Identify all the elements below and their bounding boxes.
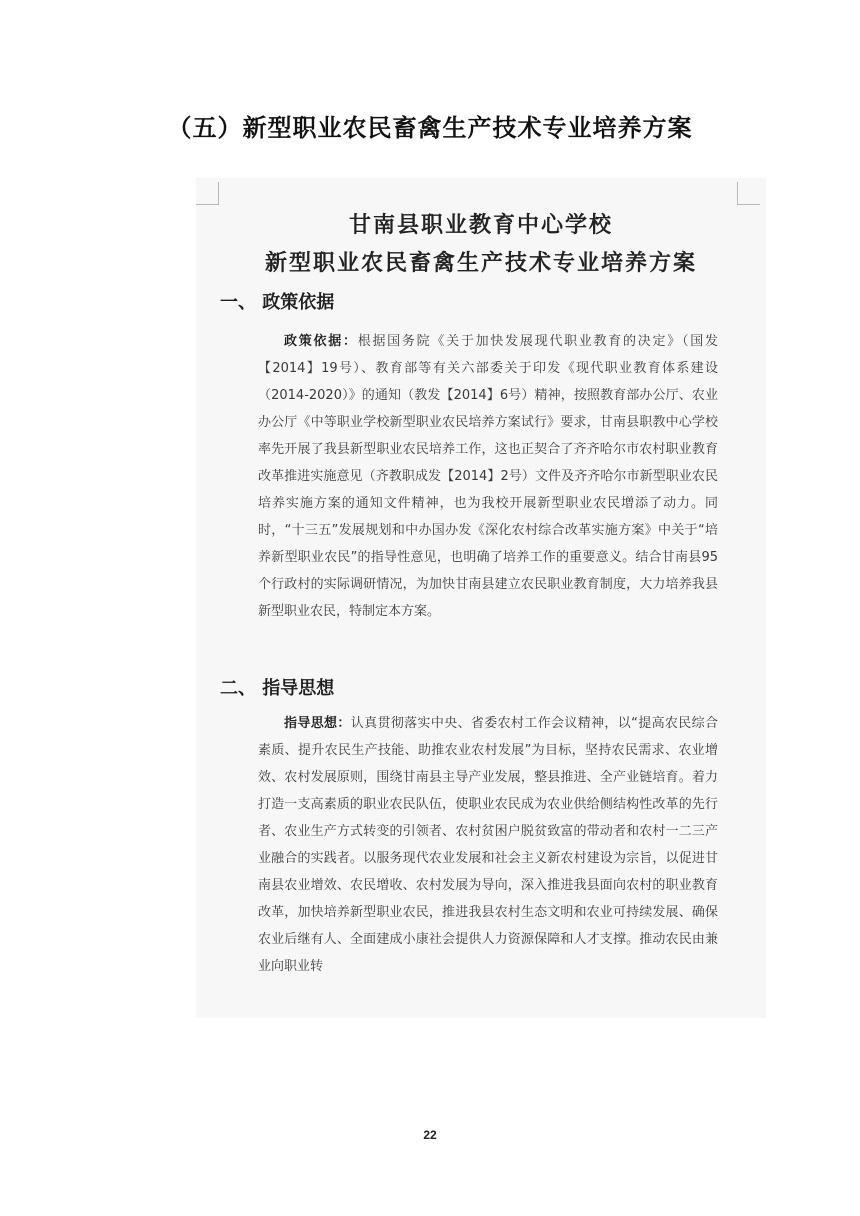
section-text-guidance: 认真贯彻落实中央、省委农村工作会议精神，以“提高农民综合素质、提升农民生产技能、助推农业农村发展”为目标，坚持农民需求、农业增效、农村发展原则，围绕甘南县主导产业发展，整县推进、全产业链培育。着力打造一支高素质的职业农民队伍，使职业农民成为农业供给侧结构性改革的先行者、农业生产方式转变的引领者、农村贫困户脱贫致富的带动者和农村一二三产业融合的实践者。以服务现代农业发展和社会主义新农村建设为宗旨，以促进甘南县农业增效、农民增收、农村发展为导向，深入推进我县面向农村的职业教育改革，加快培养新型职业农民，推进我县农村生态文明和农业可持续发展、确保农业后继有人、全面建成小康社会提供人力资源保障和人才支撑。推动农民由兼业向职业转	[258, 716, 718, 974]
section-heading-guidance: 二、 指导思想	[220, 678, 335, 699]
scanned-document	[196, 178, 766, 1018]
crop-mark-left	[196, 182, 219, 205]
section-heading-policy: 一、 政策依据	[220, 292, 335, 313]
page-number: 22	[423, 1128, 437, 1142]
crop-mark-right	[737, 182, 760, 205]
section-text-policy: 根据国务院《关于加快发展现代职业教育的决定》（国发【2014】19号）、教育部等有关六部委关于印发《现代职业教育体系建设（2014-2020）》的通知（教发【2014】6号）精神，按照教育部办公厅、农业办公厅《中等职业学校新型职业农民培养方案试行》要求，甘南县职教中心学校率先开展了我县新型职业农民培养工作，这也正契合了齐齐哈尔市农村职业教育改革推进实施意见（齐教职成发【2014】2号）文件及齐齐哈尔市新型职业农民培养实施方案的通知文件精神，也为我校开展新型职业农民增添了动力。同时，“十三五”发展规划和中办国办发《深化农村综合改革实施方案》中关于“培养新型职业农民”的指导性意见，也明确了培养工作的重要意义。结合甘南县95个行政村的实际调研情况，为加快甘南县建立农民职业教育制度，大力培养我县新型职业农民，特制定本方案。	[258, 334, 718, 619]
section-lead-guidance: 指导思想：	[284, 716, 351, 731]
document-title-line-2: 新型职业农民畜禽生产技术专业培养方案	[264, 250, 697, 276]
document-title-line-1: 甘南县职业教育中心学校	[348, 212, 613, 238]
section-body-guidance	[258, 710, 718, 980]
section-lead-policy: 政策依据：	[284, 334, 358, 349]
page-heading: （五）新型职业农民畜禽生产技术专业培养方案	[167, 113, 693, 142]
section-body-policy	[258, 328, 718, 625]
